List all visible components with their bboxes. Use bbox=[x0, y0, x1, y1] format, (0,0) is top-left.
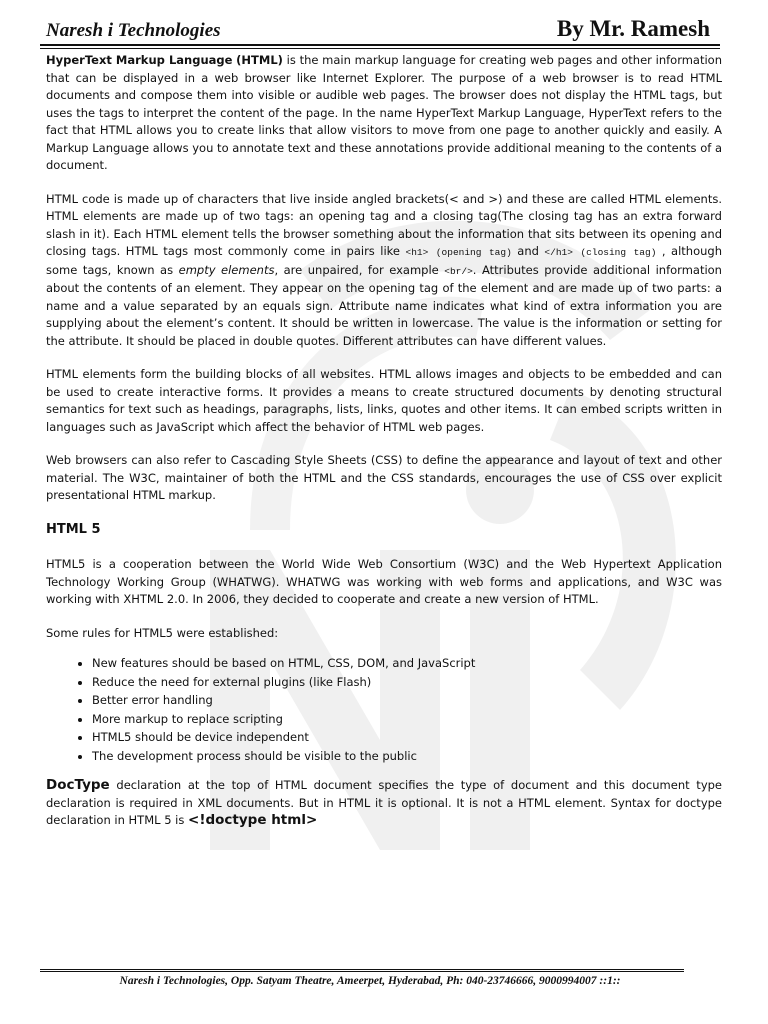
doctype-syntax: <!doctype html> bbox=[188, 812, 318, 828]
list-item: • HTML5 should be device independent bbox=[92, 728, 722, 747]
paragraph-building-blocks: HTML elements form the building blocks of all websites. HTML allows images and objects to be embedded and can be used to create interactive forms. It provides a means to create structured documents by denoting structural semantics for text such as headings, paragraphs, lists, links, quotes and other items. It can embed scripts written in languages such as JavaScript which affect the behavior of HTML web pages. bbox=[46, 367, 722, 434]
code-opening-tag: <h1> (opening tag) bbox=[405, 247, 512, 258]
paragraph-doctype: DocType declaration at the top of HTML document specifies the type of document and this document type declaration is required in XML documents. But in HTML it is optional. It is not a HTML element. Syntax for doctype declaration in HTML 5 is <!doctype html> bbox=[46, 777, 722, 828]
code-br-tag: <br/> bbox=[444, 265, 473, 277]
author-name: By Mr. Ramesh bbox=[556, 16, 710, 41]
page-header bbox=[40, 16, 720, 46]
paragraph-html5-intro: HTML5 is a cooperation between the World Wide Web Consortium (W3C) and the Web Hypertext Application Technology Working Group (WHATWG). WHATWG was working with web forms and applications, and W3C was working with XHTML 2.0. In 2006, they decided to cooperate and create a new version of HTML. bbox=[46, 557, 722, 606]
empty-elements-term: empty elements bbox=[178, 262, 275, 277]
section-heading-html5: HTML 5 bbox=[46, 521, 101, 537]
list-item: • Better error handling bbox=[92, 691, 722, 710]
code-closing-tag: </h1> (closing tag) bbox=[544, 247, 657, 258]
document-body bbox=[46, 52, 722, 846]
company-name: Naresh i Technologies bbox=[46, 20, 221, 41]
list-item: • The development process should be visible to the public bbox=[92, 747, 722, 766]
doctype-term: DocType bbox=[46, 777, 110, 793]
list-item: • Reduce the need for external plugins (like Flash) bbox=[92, 673, 722, 692]
paragraph-css: Web browsers can also refer to Cascading Style Sheets (CSS) to define the appearance and layout of text and other material. The W3C, maintainer of both the HTML and the CSS standards, encourages the use of CSS over explicit presentational HTML markup. bbox=[46, 453, 722, 502]
paragraph-html-intro: HyperText Markup Language (HTML) is the main markup language for creating web pages and other information that can be displayed in a web browser like Internet Explorer. The purpose of a web browser is to read HTML documents and compose them into visible or audible web pages. The browser does not display the HTML tags, but uses the tags to interpret the content of the page. In the name HyperText Markup Language, HyperText refers to the fact that HTML allows you to create links that allow visitors to move from one page to another quickly and easily. A Markup Language allows you to annotate text and these annotations provide additional meaning to the contents of a document. bbox=[46, 53, 722, 172]
list-item: • New features should be based on HTML, CSS, DOM, and JavaScript bbox=[92, 654, 722, 673]
list-item: • More markup to replace scripting bbox=[92, 710, 722, 729]
header-rule bbox=[40, 44, 720, 49]
html5-rules-list bbox=[46, 654, 722, 765]
term-html-abbr: (HTML) bbox=[236, 53, 283, 67]
footer-rule bbox=[40, 969, 684, 972]
page-footer: Naresh i Technologies, Opp. Satyam Theatre, Ameerpet, Hyderabad, Ph: 040-23746666, 9000994007 ::1:: bbox=[119, 975, 621, 987]
paragraph-html-elements: HTML code is made up of characters that live inside angled brackets(< and >) and these are called HTML elements. HTML elements are made up of two tags: an opening tag and a closing tag(The closing tag has an extra forward slash in it). Each HTML element tells the browser something about the information that sits between its opening and closing tags. HTML tags most commonly come in pairs like <h1> (opening tag) and </h1> (closing tag) , although some tags, known as empty elements, are unpaired, for example <br/>. Attributes provide additional information about the contents of an element. They appear on the opening tag of the element and are made up of two parts: a name and a value separated by an equals sign. Attribute name indicates what kind of extra information you are supplying about the element’s content. It should be written in lowercase. The value is the information or setting for the attribute. It should be placed in double quotes. Different attributes can have different values. bbox=[46, 191, 722, 348]
rules-intro: Some rules for HTML5 were established: bbox=[46, 625, 279, 640]
term-html: HyperText Markup Language bbox=[46, 53, 233, 67]
